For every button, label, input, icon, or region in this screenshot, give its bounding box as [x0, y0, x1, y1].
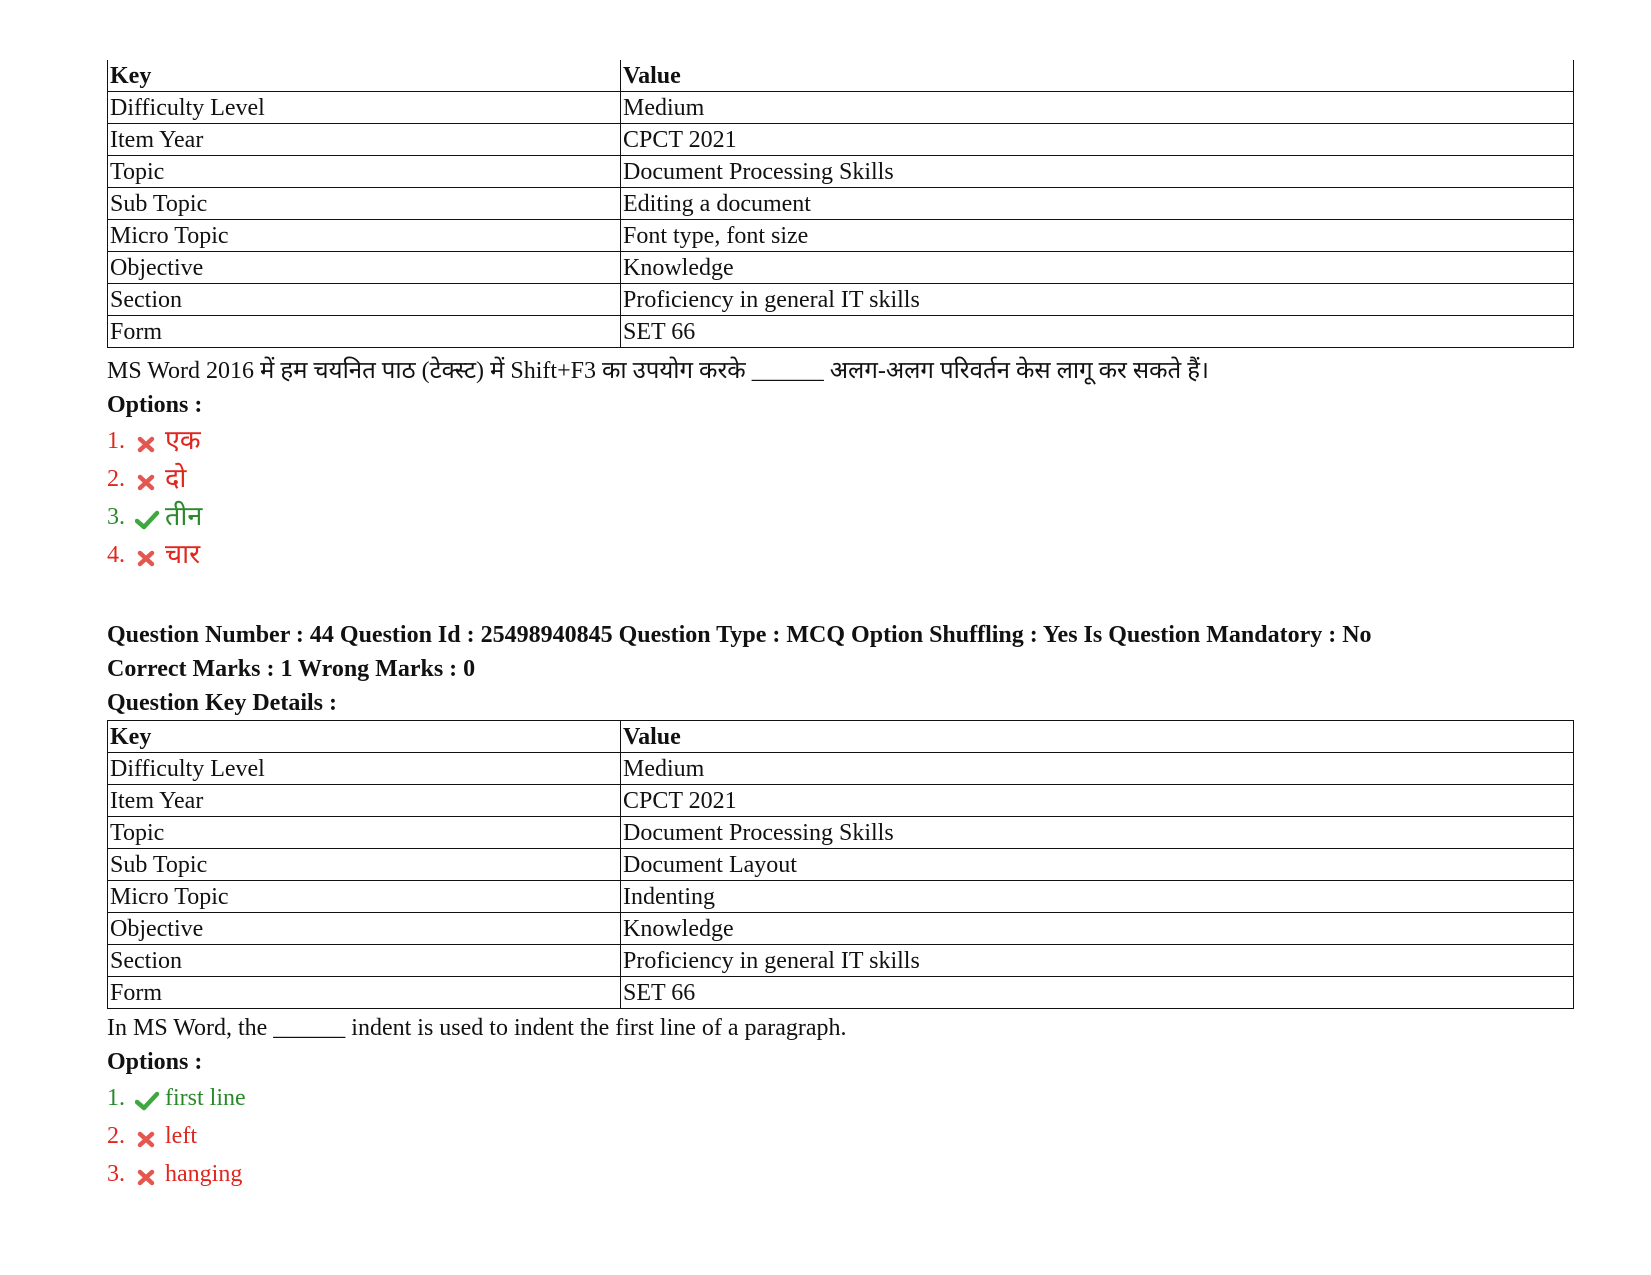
table-cell-key: Section — [108, 284, 621, 316]
option-text: एक — [165, 425, 201, 456]
table-row — [108, 252, 1574, 284]
table-cell-value: Medium — [621, 92, 1574, 124]
option-item — [107, 1079, 1574, 1117]
table-cell-key: Difficulty Level — [108, 753, 621, 785]
table-cell-key: Objective — [108, 252, 621, 284]
option-item — [107, 536, 1574, 574]
question-header-line1: Question Number : 44 Question Id : 25498940845 Question Type : MCQ Option Shuffling : Yes Is Question Mandatory : No — [107, 622, 1372, 648]
table-cell-value: CPCT 2021 — [621, 785, 1574, 817]
table-cell-key: Sub Topic — [108, 188, 621, 220]
option-number: 2. — [107, 466, 125, 492]
option-item — [107, 1155, 1574, 1193]
option-item — [107, 460, 1574, 498]
cross-icon — [135, 543, 163, 567]
option-item — [107, 1117, 1574, 1155]
table-cell-value: Proficiency in general IT skills — [621, 945, 1574, 977]
option-text: first line — [165, 1085, 246, 1111]
option-item — [107, 422, 1574, 460]
option-number: 3. — [107, 1161, 125, 1187]
table-row — [108, 881, 1574, 913]
options-label: Options : — [107, 1049, 203, 1075]
table-cell-value: Knowledge — [621, 252, 1574, 284]
question-text-content: MS Word 2016 में हम चयनित पाठ (टेक्स्ट) में Shift+F3 का उपयोग करके ______ अलग-अलग परिवर्तन केस लागू कर सकते हैं। — [107, 358, 1210, 384]
page — [107, 60, 1574, 1193]
table-row — [108, 188, 1574, 220]
table-cell-key: Difficulty Level — [108, 92, 621, 124]
key-details-table-1 — [107, 60, 1574, 348]
table-cell-value: Document Layout — [621, 849, 1574, 881]
table-row — [108, 220, 1574, 252]
check-icon — [135, 505, 163, 529]
cross-icon — [135, 467, 163, 491]
table-cell-value: Document Processing Skills — [621, 156, 1574, 188]
table-cell-value: Medium — [621, 753, 1574, 785]
table-cell-value: Knowledge — [621, 913, 1574, 945]
question-text — [107, 354, 1574, 388]
table-cell-value: SET 66 — [621, 316, 1574, 348]
table-cell-key: Objective — [108, 913, 621, 945]
table-cell-key: Topic — [108, 156, 621, 188]
option-text: चार — [165, 539, 201, 570]
table-row — [108, 156, 1574, 188]
key-details-table-2 — [107, 720, 1574, 1009]
table-header-key: Key — [108, 721, 621, 753]
check-icon — [135, 1086, 163, 1110]
table-cell-value: Indenting — [621, 881, 1574, 913]
table-cell-key: Sub Topic — [108, 849, 621, 881]
option-text: तीन — [165, 501, 203, 532]
cross-icon — [135, 1124, 163, 1148]
option-number: 1. — [107, 428, 125, 454]
question-header-line2: Correct Marks : 1 Wrong Marks : 0 — [107, 656, 476, 682]
option-number: 4. — [107, 542, 125, 568]
table-cell-value: Font type, font size — [621, 220, 1574, 252]
table-cell-key: Section — [108, 945, 621, 977]
table-cell-key: Form — [108, 316, 621, 348]
cross-icon — [135, 429, 163, 453]
table-row — [108, 977, 1574, 1009]
table-cell-key: Item Year — [108, 124, 621, 156]
question-text: In MS Word, the ______ indent is used to indent the first line of a paragraph. — [107, 1015, 847, 1041]
table-cell-key: Item Year — [108, 785, 621, 817]
table-cell-key: Form — [108, 977, 621, 1009]
table-row — [108, 785, 1574, 817]
option-text: left — [165, 1123, 197, 1149]
option-number: 2. — [107, 1123, 125, 1149]
table-row — [108, 945, 1574, 977]
table-cell-key: Topic — [108, 817, 621, 849]
option-item — [107, 498, 1574, 536]
cross-icon — [135, 1162, 163, 1186]
table-row — [108, 849, 1574, 881]
table-cell-key: Micro Topic — [108, 881, 621, 913]
table-row — [108, 92, 1574, 124]
table-header-key: Key — [108, 60, 621, 92]
option-text: दो — [165, 463, 187, 494]
table-cell-value: SET 66 — [621, 977, 1574, 1009]
table-row — [108, 124, 1574, 156]
table-cell-value: Proficiency in general IT skills — [621, 284, 1574, 316]
table-header-row — [108, 721, 1574, 753]
options-label: Options : — [107, 392, 203, 418]
table-cell-value: Editing a document — [621, 188, 1574, 220]
table-cell-value: CPCT 2021 — [621, 124, 1574, 156]
option-number: 1. — [107, 1085, 125, 1111]
question-key-details-label: Question Key Details : — [107, 690, 337, 716]
table-row — [108, 284, 1574, 316]
table-header-value: Value — [621, 721, 1574, 753]
table-cell-value: Document Processing Skills — [621, 817, 1574, 849]
table-header-value: Value — [621, 60, 1574, 92]
table-row — [108, 753, 1574, 785]
table-row — [108, 316, 1574, 348]
option-number: 3. — [107, 504, 125, 530]
table-header-row — [108, 60, 1574, 92]
table-row — [108, 817, 1574, 849]
table-cell-key: Micro Topic — [108, 220, 621, 252]
table-row — [108, 913, 1574, 945]
option-text: hanging — [165, 1161, 243, 1187]
